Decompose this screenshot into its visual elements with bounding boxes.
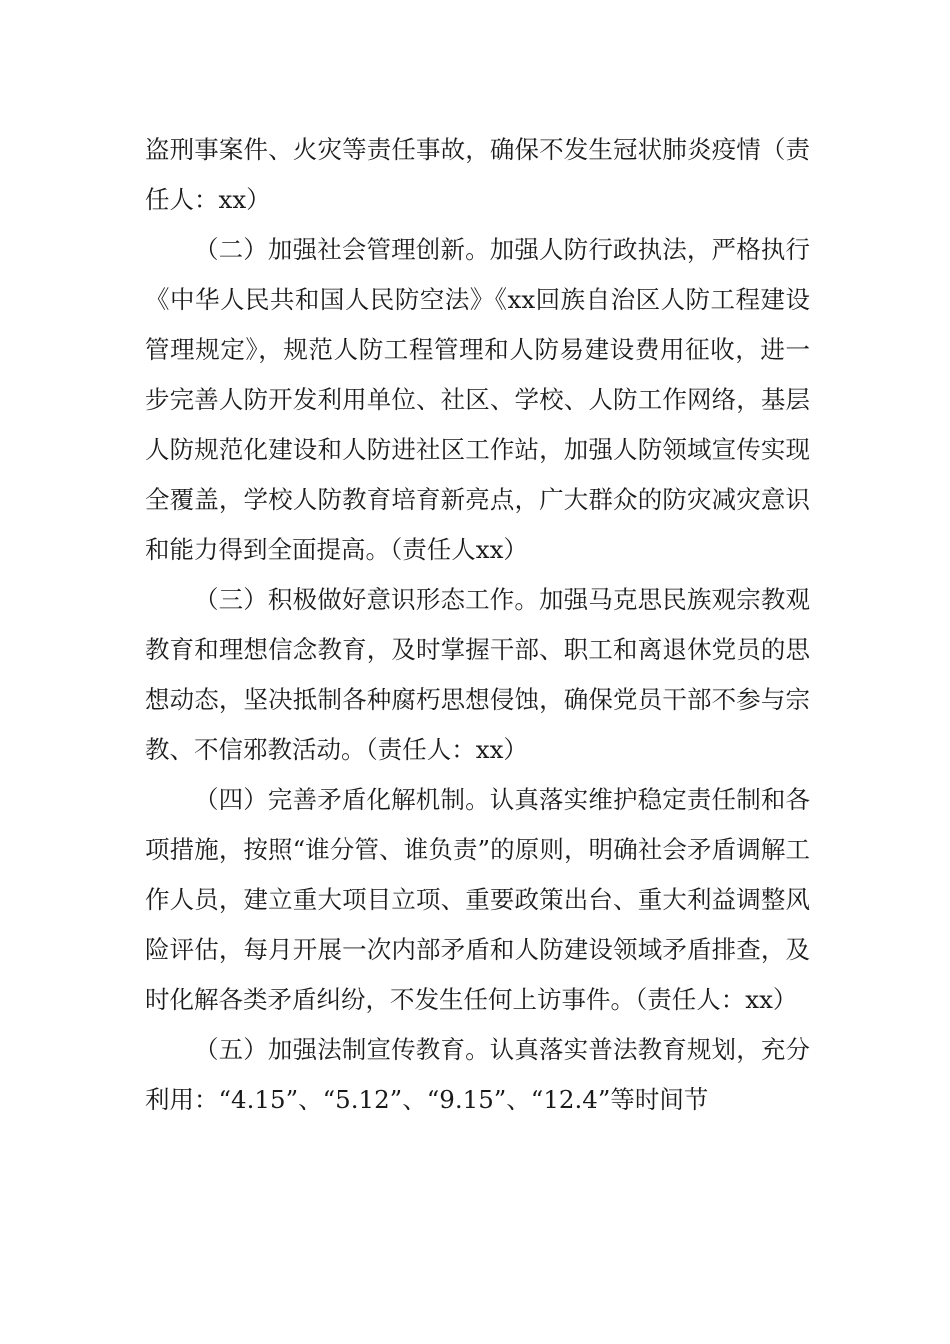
paragraph-continuation: 盗刑事案件、火灾等责任事故，确保不发生冠状肺炎疫情（责任人：xx）	[145, 135, 810, 214]
paragraph-legal-education: （五）加强法制宣传教育。认真落实普法教育规划，充分利用：“4.15”、“5.12”、“9.15”、“12.4”等时间节	[145, 1035, 810, 1114]
paragraph-social-management: （二）加强社会管理创新。加强人防行政执法，严格执行《中华人民共和国人民防空法》《xx回族自治区人防工程建设管理规定》，规范人防工程管理和人防易建设费用征收，进一步完善人防开发利用单位、社区、学校、人防工作网络，基层人防规范化建设和人防进社区工作站，加强人防领域宣传实现全覆盖，学校人防教育培育新亮点，广大群众的防灾减灾意识和能力得到全面提高。（责任人xx）	[145, 235, 810, 564]
document-body	[145, 125, 810, 1125]
paragraph-ideology-work: （三）积极做好意识形态工作。加强马克思民族观宗教观教育和理想信念教育，及时掌握干部、职工和离退休党员的思想动态，坚决抵制各种腐朽思想侵蚀，确保党员干部不参与宗教、不信邪教活动。（责任人：xx）	[145, 585, 810, 764]
paragraph-conflict-resolution: （四）完善矛盾化解机制。认真落实维护稳定责任制和各项措施，按照“谁分管、谁负责”的原则，明确社会矛盾调解工作人员，建立重大项目立项、重要政策出台、重大利益调整风险评估，每月开展一次内部矛盾和人防建设领域矛盾排查，及时化解各类矛盾纠纷，不发生任何上访事件。（责任人：xx）	[145, 785, 810, 1014]
